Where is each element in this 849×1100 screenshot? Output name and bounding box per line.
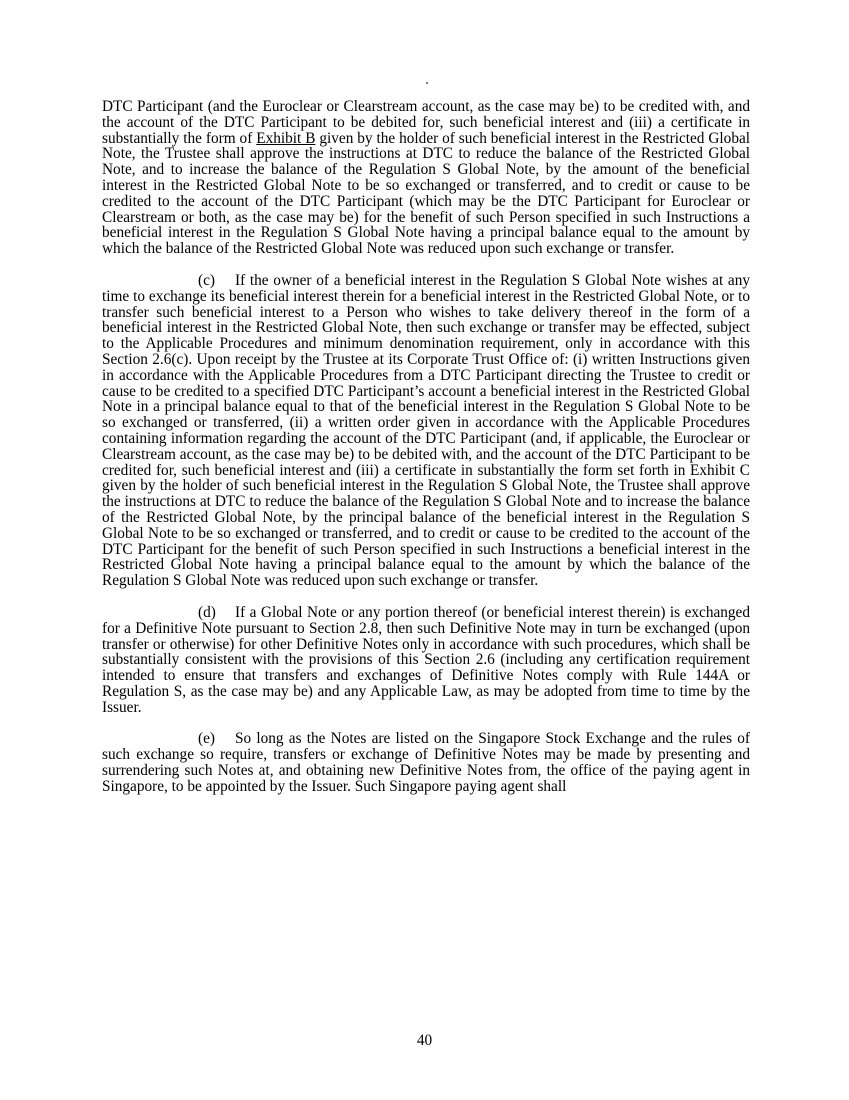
document-page	[102, 99, 750, 811]
paragraph-d-text: If a Global Note or any portion thereof (or beneficial interest therein) is exchanged for a Definitive Note pursuant to Section 2.8, then such Definitive Note may in turn be exchanged (upon transfer or otherwise) for other Definitive Notes only in accordance with such procedures, which shall be substantially consistent with the provisions of this Section 2.6 (including any certification requirement intended to ensure that transfers and exchanges of Definitive Notes comply with Rule 144A or Regulation S, as the case may be) and any Applicable Law, as may be adopted from time to time by the Issuer.	[102, 603, 750, 716]
scan-artifact-dot	[426, 82, 428, 84]
paragraph-b-text-after: given by the holder of such beneficial interest in the Restricted Global Note, the Trustee shall approve the instructions at DTC to reduce the balance of the Restricted Global Note, and to increase the balance of the Regulation S Global Note, by the amount of the beneficial interest in the Restricted Global Note to be so exchanged or transferred, and to credit or cause to be credited to the account of the DTC Participant (which may be the DTC Participant for Euroclear or Clearstream or both, as the case may be) for the benefit of such Person specified in such Instructions a beneficial interest in the Regulation S Global Note having a principal balance equal to the amount by which the balance of the Restricted Global Note was reduced upon such exchange or transfer.	[102, 129, 751, 258]
paragraph-d	[102, 605, 750, 716]
paragraph-e-marker: (e)	[198, 730, 215, 748]
paragraph-e	[102, 731, 750, 794]
paragraph-e-text: So long as the Notes are listed on the Singapore Stock Exchange and the rules of such exchange so require, transfers or exchange of Definitive Notes may be made by presenting and surrendering such Notes at, and obtaining new Definitive Notes from, the office of the paying agent in Singapore, to be appointed by the Issuer. Such Singapore paying agent shall	[102, 730, 750, 795]
paragraph-b-continued	[102, 99, 750, 257]
paragraph-c	[102, 273, 750, 589]
exhibit-b-link: Exhibit B	[256, 129, 316, 147]
page-number: 40	[416, 1032, 433, 1049]
paragraph-b-text-before: DTC Participant (and the Euroclear or Clearstream account, as the case may be) to be credited with, and the account of the DTC Participant to be debited for, such beneficial interest and (iii) a certificate in substantially the form of	[102, 98, 750, 147]
paragraph-d-marker: (d)	[198, 603, 216, 621]
paragraph-c-text: If the owner of a beneficial interest in the Regulation S Global Note wishes at any time to exchange its beneficial interest therein for a beneficial interest in the Restricted Global Note, or to transfer such beneficial interest to a Person who wishes to take delivery thereof in the form of a beneficial interest in the Restricted Global Note, then such exchange or transfer may be effected, subject to the Applicable Procedures and minimum denomination requirement, only in accordance with this Section 2.6(c). Upon receipt by the Trustee at its Corporate Trust Office of: (i) written Instructions given in accordance with the Applicable Procedures from a DTC Participant directing the Trustee to credit or cause to be credited to a specified DTC Participant’s account a beneficial interest in the Restricted Global Note in a principal balance equal to that of the beneficial interest in the Regulation S Global Note to be so exchanged or transferred, (ii) a written order given in accordance with the Applicable Procedures containing information regarding the account of the DTC Participant (and, if applicable, the Euroclear or Clearstream account, as the case may be) to be debited with, and the account of the DTC Participant to be credited for, such beneficial interest and (iii) a certificate in substantially the form set forth in Exhibit C given by the holder of such beneficial interest in the Regulation S Global Note, the Trustee shall approve the instructions at DTC to reduce the balance of the Regulation S Global Note and to increase the balance of the Restricted Global Note, by the principal balance of the beneficial interest in the Regulation S Global Note to be so exchanged or transferred, and to credit or cause to be credited to the account of the DTC Participant for the benefit of such Person specified in such Instructions a beneficial interest in the Restricted Global Note having a principal balance equal to the amount by which the balance of the Regulation S Global Note was reduced upon such exchange or transfer.	[102, 271, 750, 590]
paragraph-c-marker: (c)	[198, 271, 215, 289]
